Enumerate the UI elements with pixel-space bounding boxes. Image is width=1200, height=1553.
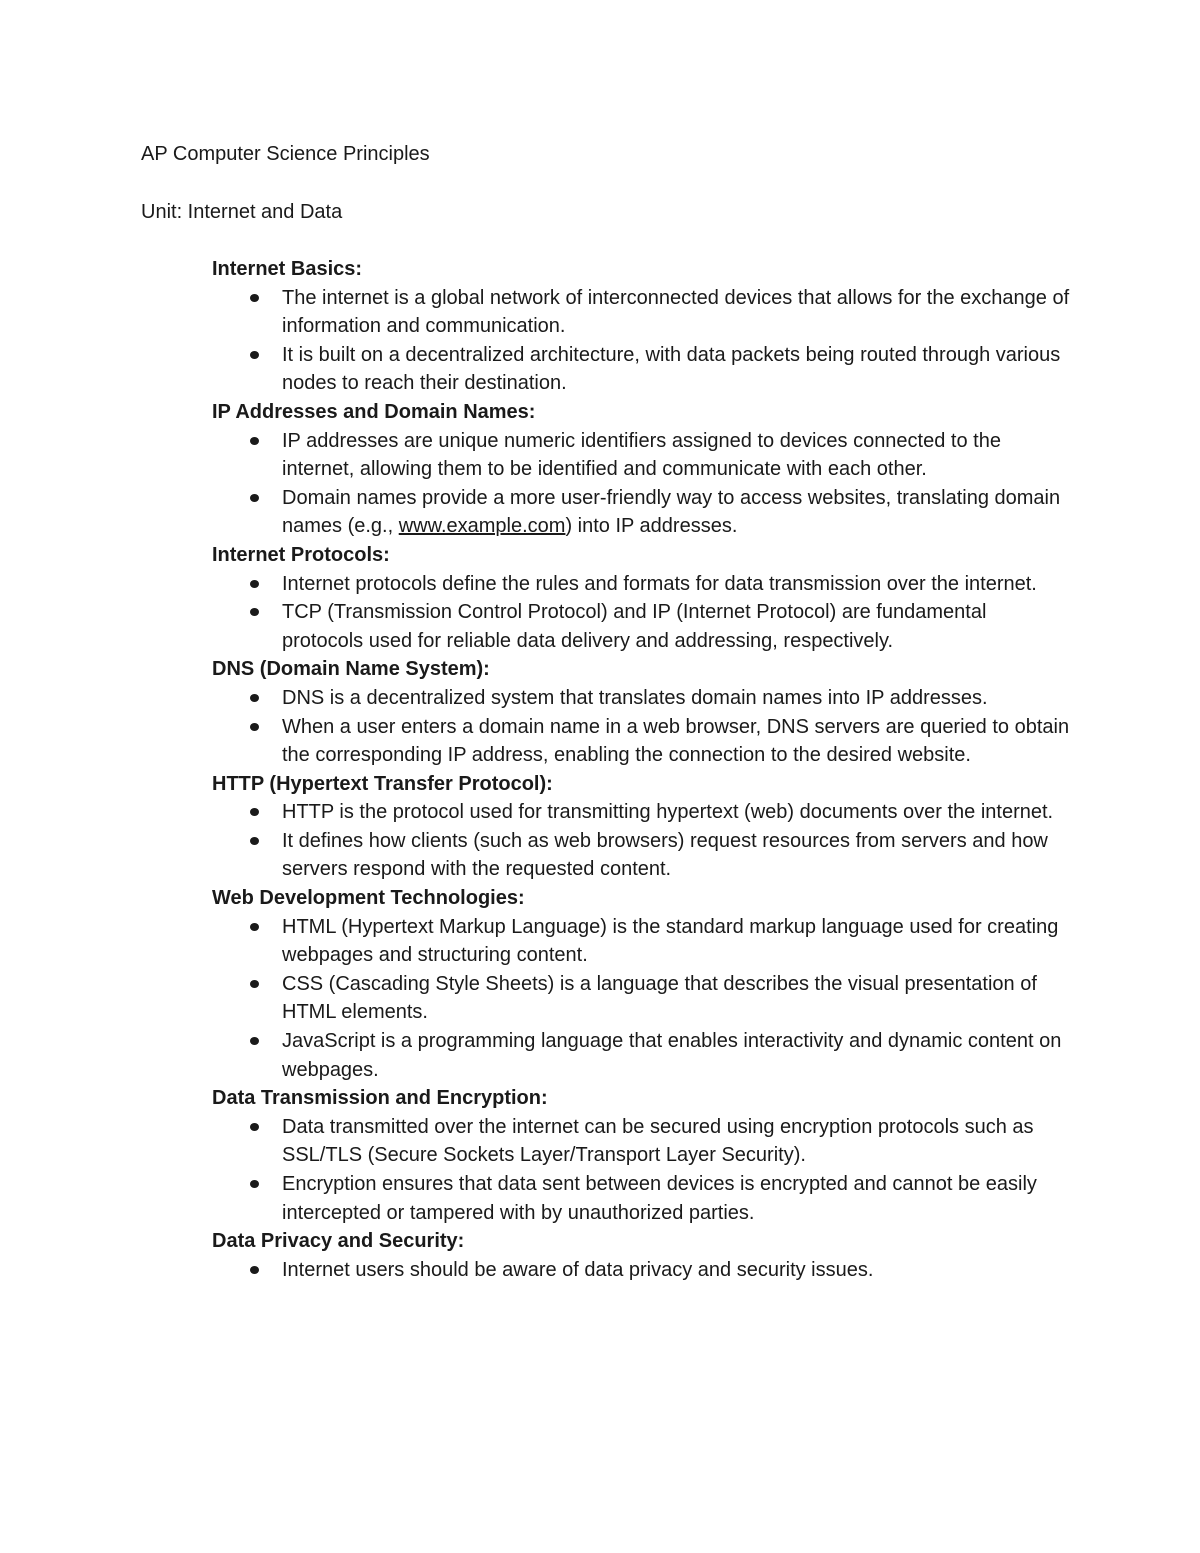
- bullet-icon: [250, 294, 259, 302]
- bullet-icon: [250, 580, 259, 588]
- bullet-list: [212, 1113, 1072, 1227]
- bullet-text: DNS is a decentralized system that translates domain names into IP addresses.: [282, 686, 988, 709]
- section-dns: [212, 655, 1072, 769]
- domain-bullet-text-after: ) into IP addresses.: [565, 515, 738, 538]
- bullet-icon: [250, 351, 259, 359]
- section-heading: HTTP (Hypertext Transfer Protocol):: [212, 772, 553, 795]
- bullet-text: When a user enters a domain name in a web browser, DNS servers are queried to obtain the corresponding IP address, enabling the connection to the desired website.: [282, 715, 1070, 767]
- list-item: [212, 484, 1072, 541]
- example-domain-link[interactable]: www.example.com: [398, 515, 566, 538]
- bullet-list: [212, 913, 1072, 1085]
- bullet-icon: [250, 1037, 259, 1045]
- bullet-list: [212, 427, 1072, 541]
- bullet-icon: [250, 980, 259, 988]
- bullet-text: It defines how clients (such as web browsers) request resources from servers and how servers respond with the requested content.: [282, 829, 1048, 881]
- section-internet-basics: [212, 255, 1072, 398]
- list-item: [212, 284, 1072, 341]
- section-ip-addresses-domain-names: [212, 398, 1072, 541]
- bullet-icon: [250, 494, 259, 502]
- list-item: [212, 598, 1072, 655]
- section-http: [212, 770, 1072, 884]
- bullet-text: Internet users should be aware of data privacy and security issues.: [282, 1258, 874, 1281]
- section-heading: Data Privacy and Security:: [212, 1230, 465, 1253]
- course-title: AP Computer Science Principles: [141, 143, 430, 165]
- notes-body: [212, 255, 1072, 1284]
- section-data-privacy-security: [212, 1227, 1072, 1284]
- list-item: [212, 1170, 1072, 1227]
- bullet-list: [212, 284, 1072, 398]
- bullet-list: [212, 570, 1072, 656]
- bullet-list: [212, 798, 1072, 884]
- bullet-text: CSS (Cascading Style Sheets) is a language that describes the visual presentation of HTML elements.: [282, 972, 1037, 1024]
- section-heading: IP Addresses and Domain Names:: [212, 400, 536, 423]
- domain-bullet-text-before: Domain names provide a more user-friendly way to access websites, translating domain names (e.g.,: [282, 486, 1061, 538]
- bullet-icon: [250, 694, 259, 702]
- list-item: [212, 713, 1072, 770]
- section-heading: Data Transmission and Encryption:: [212, 1087, 548, 1110]
- bullet-text: Data transmitted over the internet can be secured using encryption protocols such as SSL/TLS (Secure Sockets Layer/Transport Layer Security).: [282, 1115, 1034, 1167]
- section-heading: Web Development Technologies:: [212, 887, 525, 910]
- bullet-icon: [250, 837, 259, 845]
- bullet-icon: [250, 723, 259, 731]
- list-item: [212, 427, 1072, 484]
- bullet-icon: [250, 923, 259, 931]
- bullet-text: Internet protocols define the rules and formats for data transmission over the internet.: [282, 572, 1037, 595]
- list-item: [212, 1256, 1072, 1285]
- bullet-text: TCP (Transmission Control Protocol) and IP (Internet Protocol) are fundamental protocols used for reliable data delivery and addressing, respectively.: [282, 601, 987, 652]
- bullet-icon: [250, 1180, 259, 1188]
- list-item: [212, 798, 1072, 827]
- bullet-text: [282, 484, 1072, 541]
- bullet-text: The internet is a global network of interconnected devices that allows for the exchange of information and communication.: [282, 286, 1070, 338]
- list-item: [212, 1113, 1072, 1170]
- bullet-list: [212, 684, 1072, 770]
- bullet-text: It is built on a decentralized architecture, with data packets being routed through various nodes to reach their destination.: [282, 343, 1061, 395]
- list-item: [212, 970, 1072, 1027]
- bullet-icon: [250, 1266, 259, 1274]
- section-data-transmission-encryption: [212, 1084, 1072, 1227]
- list-item: [212, 684, 1072, 713]
- section-web-development-technologies: [212, 884, 1072, 1084]
- bullet-icon: [250, 1123, 259, 1131]
- bullet-text: JavaScript is a programming language that enables interactivity and dynamic content on webpages.: [282, 1030, 1062, 1081]
- section-heading: DNS (Domain Name System):: [212, 658, 490, 681]
- section-heading: Internet Protocols:: [212, 543, 390, 566]
- section-heading: Internet Basics:: [212, 258, 363, 280]
- bullet-text: HTTP is the protocol used for transmitting hypertext (web) documents over the internet.: [282, 801, 1054, 824]
- list-item: [212, 827, 1072, 884]
- list-item: [212, 913, 1072, 970]
- unit-title: Unit: Internet and Data: [141, 201, 343, 223]
- bullet-icon: [250, 437, 259, 445]
- list-item: [212, 1027, 1072, 1084]
- list-item: [212, 570, 1072, 599]
- bullet-text: Encryption ensures that data sent between devices is encrypted and cannot be easily intercepted or tampered with by unauthorized parties.: [282, 1173, 1037, 1224]
- section-internet-protocols: [212, 541, 1072, 655]
- bullet-list: [212, 1256, 1072, 1285]
- bullet-icon: [250, 608, 259, 616]
- bullet-text: HTML (Hypertext Markup Language) is the standard markup language used for creating webpages and structuring content.: [282, 915, 1059, 967]
- list-item: [212, 341, 1072, 398]
- bullet-icon: [250, 808, 259, 816]
- bullet-text: IP addresses are unique numeric identifiers assigned to devices connected to the internet, allowing them to be identified and communicate with each other.: [282, 429, 1001, 481]
